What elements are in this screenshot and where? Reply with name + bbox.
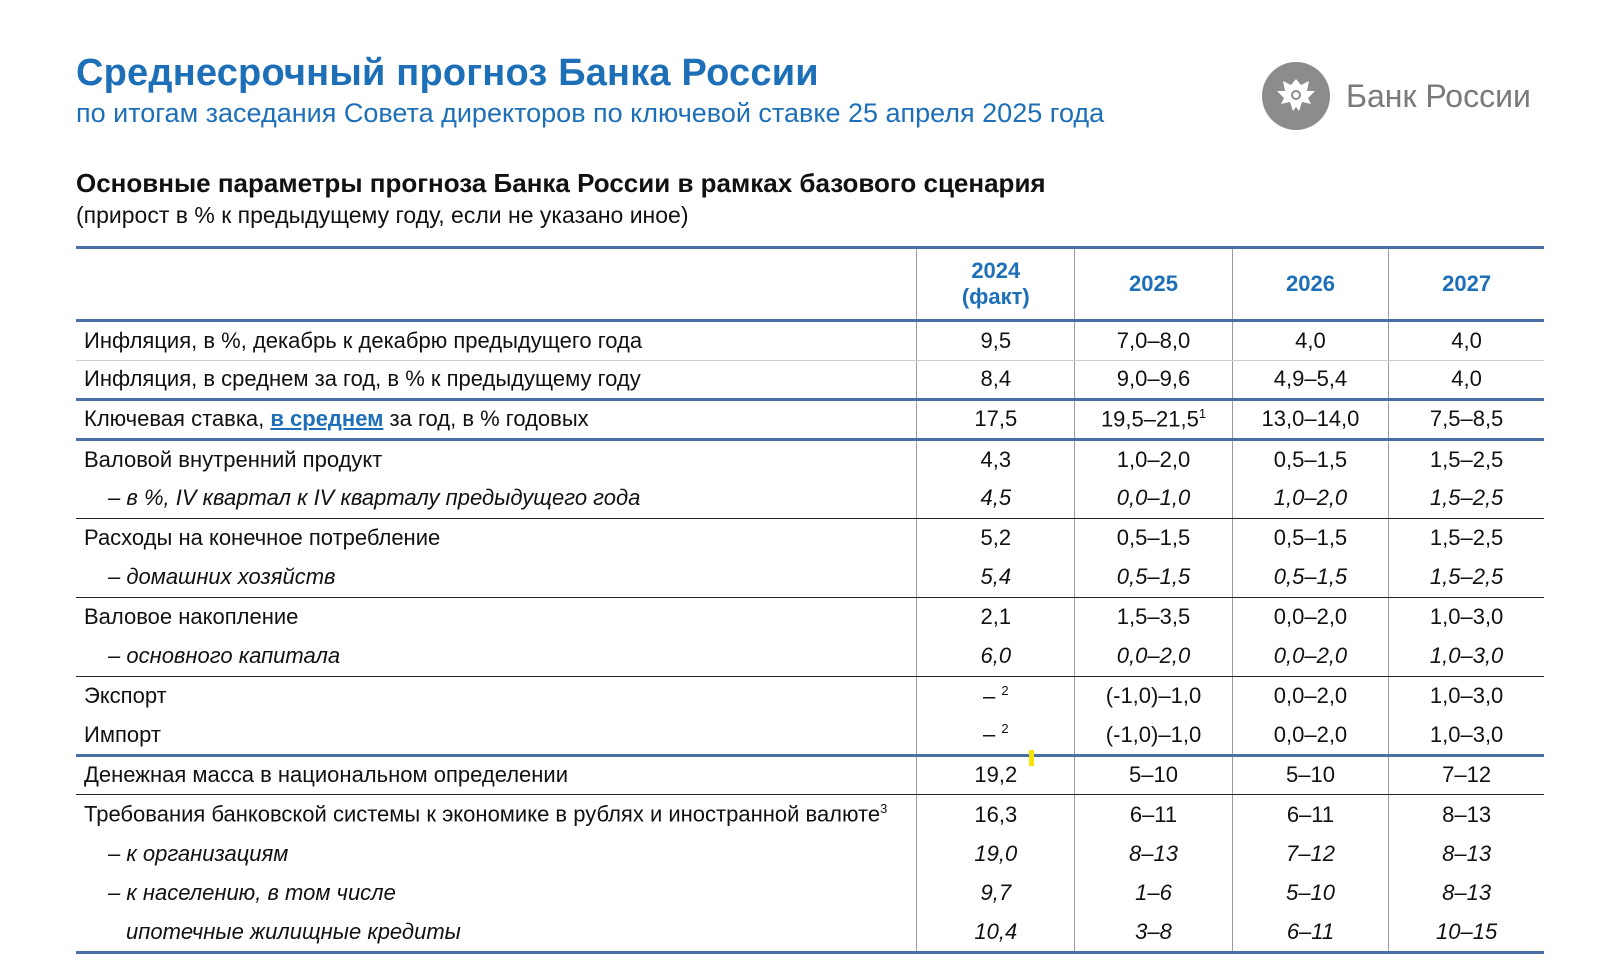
table-note: (прирост в % к предыдущему году, если не указано иное) (76, 202, 689, 228)
footnote-marker: 2 (1001, 721, 1009, 737)
cell-value: 1,5–2,5 (1389, 439, 1544, 479)
average-link[interactable]: в среднем (270, 406, 384, 432)
row-label: – к населению, в том числе (108, 880, 396, 906)
cell-value: – (982, 721, 996, 747)
cell-value: 5,2 (917, 518, 1075, 558)
cell-value: 0,0–2,0 (1232, 597, 1388, 637)
column-header-2027: 2027 (1389, 248, 1544, 321)
text-cursor-marker (1029, 750, 1034, 766)
cell-value: 6–11 (1232, 795, 1388, 835)
cell-value: 5–10 (1232, 874, 1388, 914)
row-label-text: Ключевая ставка, (84, 406, 271, 432)
table-row (76, 360, 1544, 400)
row-label: Инфляция, в %, декабрь к декабрю предыдущего года (76, 321, 917, 361)
table-row (76, 874, 1544, 914)
row-label-text: Требования банковской системы к экономике в рублях и иностранной валюте (84, 801, 881, 827)
cell-value: 0,5–1,5 (1075, 558, 1233, 598)
row-label: Инфляция, в среднем за год, в % к предыдущему году (76, 360, 917, 400)
cell-value: – (982, 683, 996, 709)
cell-value: 2,1 (917, 597, 1075, 637)
column-year: 2024 (971, 258, 1021, 283)
table-row (76, 755, 1544, 795)
cell-value: (-1,0)–1,0 (1075, 676, 1233, 716)
row-label-with-footnote (76, 795, 917, 835)
cell-value: 1,0–2,0 (1075, 439, 1233, 479)
footnote-marker: 1 (1198, 406, 1207, 422)
row-label: – в %, IV квартал к IV кварталу предыдущего года (76, 479, 917, 519)
table-row (76, 479, 1544, 519)
cell-value: 9,0–9,6 (1075, 360, 1233, 400)
cell-value: 5,4 (917, 558, 1075, 598)
table-row (76, 439, 1544, 479)
table-row (76, 321, 1544, 361)
cell-value: 0,5–1,5 (1232, 439, 1388, 479)
cell-value: 4,9–5,4 (1232, 360, 1388, 400)
cell-value: 13,0–14,0 (1232, 400, 1388, 440)
cell-value: 4,3 (917, 439, 1075, 479)
cell-value: 0,0–1,0 (1075, 479, 1233, 519)
cell-value: 7,5–8,5 (1389, 400, 1544, 440)
cell-value: 19,5–21,5 (1100, 406, 1199, 432)
cell-value: 8,4 (917, 360, 1075, 400)
row-label: Импорт (76, 716, 917, 756)
cell-value: 10,4 (917, 913, 1075, 953)
row-label: – основного капитала (76, 637, 917, 677)
row-label: Валовой внутренний продукт (84, 446, 383, 472)
cell-value: 6–11 (1075, 795, 1233, 835)
cell-value: 8–13 (1389, 874, 1544, 914)
cell-value: 1,5–3,5 (1075, 597, 1233, 637)
table-row (76, 637, 1544, 677)
cell-value-with-footnote (917, 676, 1075, 716)
table-row (76, 518, 1544, 558)
table-header-row (76, 248, 1544, 321)
table-row (76, 716, 1544, 756)
cell-value: 1,0–3,0 (1389, 716, 1544, 756)
cell-value: 7–12 (1232, 834, 1388, 874)
cell-value: 0,0–2,0 (1075, 637, 1233, 677)
header-empty-cell (76, 248, 917, 321)
cell-value: 1–6 (1075, 874, 1233, 914)
cell-value: 0,5–1,5 (1232, 558, 1388, 598)
cell-value: 0,0–2,0 (1232, 676, 1388, 716)
cell-value: 1,5–2,5 (1389, 558, 1544, 598)
cell-value: 19,0 (917, 834, 1075, 874)
cell-value: 3–8 (1075, 913, 1233, 953)
cell-value: 1,5–2,5 (1389, 518, 1544, 558)
table-row (76, 834, 1544, 874)
cell-value: 8–13 (1389, 834, 1544, 874)
column-qualifier: (факт) (961, 284, 1030, 309)
cell-value: 0,0–2,0 (1232, 716, 1388, 756)
page-title: Среднесрочный прогноз Банка России (76, 52, 819, 94)
cell-value: 1,0–3,0 (1389, 597, 1544, 637)
cell-value: 7–12 (1389, 755, 1544, 795)
cell-value: 16,3 (917, 795, 1075, 835)
row-label: Экспорт (84, 683, 167, 708)
row-label-text: за год, в % годовых (383, 406, 589, 432)
row-label: Расходы на конечное потребление (84, 525, 441, 550)
cell-value: 4,5 (917, 479, 1075, 519)
cell-value: 1,0–3,0 (1389, 676, 1544, 716)
cell-value: 0,5–1,5 (1075, 518, 1233, 558)
cell-value: 1,5–2,5 (1389, 479, 1544, 519)
cell-value: 4,0 (1389, 321, 1544, 361)
cell-value: 6–11 (1232, 913, 1388, 953)
cell-value: 8–13 (1075, 834, 1233, 874)
cell-value: 6,0 (917, 637, 1075, 677)
cell-value: 4,0 (1232, 321, 1388, 361)
table-row (76, 795, 1544, 835)
cell-value: 19,2 (917, 755, 1075, 795)
table-row (76, 400, 1544, 440)
row-label-key-rate (76, 400, 917, 440)
footnote-marker: 3 (880, 801, 888, 817)
column-header-2025: 2025 (1075, 248, 1233, 321)
cell-value: 9,7 (917, 874, 1075, 914)
row-label: Валовое накопление (84, 604, 299, 629)
cell-value: 4,0 (1389, 360, 1544, 400)
cell-value: 9,5 (917, 321, 1075, 361)
cell-value: 17,5 (917, 400, 1075, 440)
cell-value: 7,0–8,0 (1075, 321, 1233, 361)
cell-value-with-footnote (917, 716, 1075, 756)
table-title: Основные параметры прогноза Банка России в рамках базового сценария (76, 168, 1046, 198)
page-subtitle: по итогам заседания Совета директоров по ключевой ставке 25 апреля 2025 года (76, 98, 1105, 128)
table-row (76, 676, 1544, 716)
row-label: – к организациям (108, 840, 289, 866)
eagle-emblem-icon (1262, 62, 1330, 130)
table-row (76, 597, 1544, 637)
row-label: Денежная масса в национальном определении (76, 755, 917, 795)
table-row (76, 558, 1544, 598)
cell-value: (-1,0)–1,0 (1075, 716, 1233, 756)
footnote-marker: 2 (1001, 682, 1009, 698)
cell-value: 1,0–3,0 (1389, 637, 1544, 677)
cell-value: 0,5–1,5 (1232, 518, 1388, 558)
cell-value: 10–15 (1389, 913, 1544, 953)
row-label: – домашних хозяйств (76, 558, 917, 598)
table-row (76, 913, 1544, 953)
bank-logo (1262, 60, 1531, 132)
bank-logo-text: Банк России (1346, 77, 1531, 114)
column-header-2024 (917, 248, 1075, 321)
cell-value: 5–10 (1232, 755, 1388, 795)
cell-value-with-footnote (1075, 400, 1233, 440)
cell-value: 1,0–2,0 (1232, 479, 1388, 519)
row-label: ипотечные жилищные кредиты (76, 913, 917, 953)
cell-value: 0,0–2,0 (1232, 637, 1388, 677)
column-header-2026: 2026 (1232, 248, 1388, 321)
cell-value: 8–13 (1389, 795, 1544, 835)
cell-value: 5–10 (1075, 755, 1233, 795)
forecast-table (76, 246, 1544, 954)
